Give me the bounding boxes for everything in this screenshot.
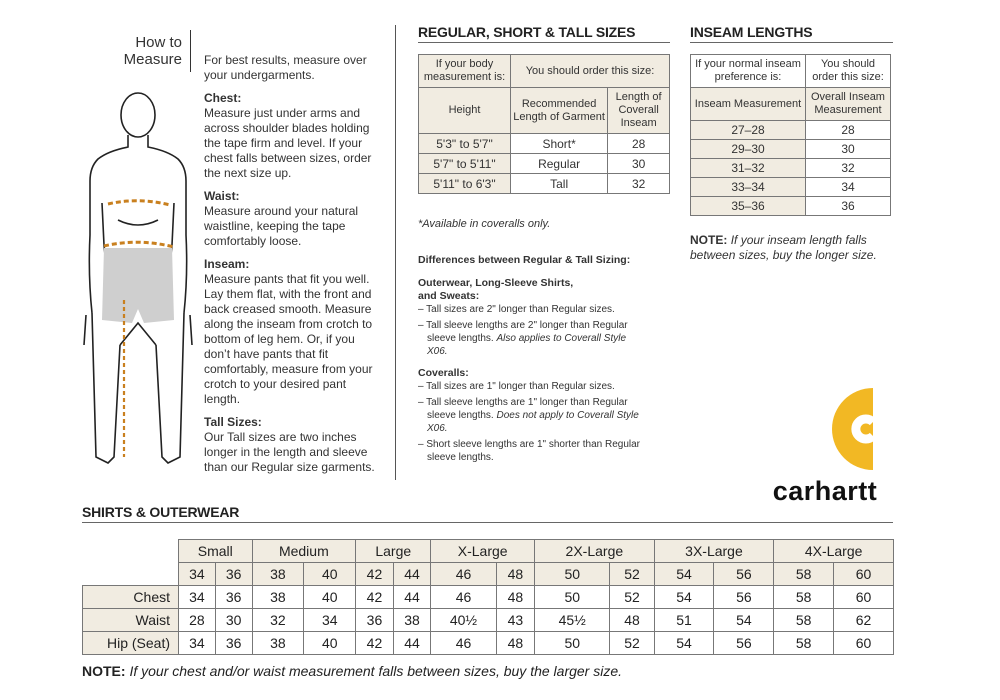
height-cell: 5'7" to 5'11" <box>419 154 511 174</box>
order-size-header: You should order this size: <box>511 55 670 88</box>
row-label-chest: Chest <box>83 586 179 609</box>
tall-instruction <box>204 415 384 475</box>
size-number: 54 <box>654 563 714 586</box>
size-header: 3X-Large <box>654 540 774 563</box>
coveralls-item-2-text: – Tall sleeve lengths are 1" longer than Regular sleeve lengths. <box>418 397 628 421</box>
inseam-size-cell: 30 <box>806 140 891 159</box>
chest-cell: 54 <box>654 586 714 609</box>
inseam-size-cell: 32 <box>806 159 891 178</box>
waist-cell: 40½ <box>431 609 496 632</box>
inseam-pref-cell: 27–28 <box>691 121 806 140</box>
size-header: 4X-Large <box>774 540 894 563</box>
inseam-pref-cell: 33–34 <box>691 178 806 197</box>
body-measurement-header: If your body measurement is: <box>419 55 511 88</box>
measuring-tape <box>104 201 174 457</box>
inseam-size-cell: 36 <box>806 197 891 216</box>
hip-cell: 58 <box>774 632 834 655</box>
size-header: X-Large <box>431 540 535 563</box>
inseam-note-label: NOTE: <box>690 233 728 247</box>
hip-cell: 46 <box>431 632 496 655</box>
inseam-pref-cell: 35–36 <box>691 197 806 216</box>
waist-cell: 62 <box>834 609 894 632</box>
how-to-divider <box>190 30 191 72</box>
chest-cell: 50 <box>535 586 610 609</box>
size-number: 58 <box>774 563 834 586</box>
hip-cell: 38 <box>252 632 304 655</box>
coverall-inseam-header: Length of Coverall Inseam <box>608 88 670 134</box>
inseam-pref-cell: 31–32 <box>691 159 806 178</box>
waist-cell: 36 <box>356 609 394 632</box>
hip-cell: 60 <box>834 632 894 655</box>
how-to-measure-title <box>112 34 182 68</box>
waist-cell: 34 <box>304 609 356 632</box>
size-number: 44 <box>393 563 431 586</box>
size-number: 40 <box>304 563 356 586</box>
shirts-note-text: If your chest and/or waist measurement falls between sizes, buy the larger size. <box>129 663 623 679</box>
hip-cell: 36 <box>215 632 252 655</box>
vertical-divider <box>395 25 396 480</box>
coveralls-item-2-italic: Does not apply to Coverall Style X06. <box>427 410 639 434</box>
size-number: 56 <box>714 563 774 586</box>
hip-cell: 42 <box>356 632 394 655</box>
inseam-cell: 28 <box>608 134 670 154</box>
chest-cell: 56 <box>714 586 774 609</box>
outerwear-heading-line2: and Sweats: <box>418 290 480 302</box>
outerwear-heading-line1: Outerwear, Long-Sleeve Shirts, <box>418 277 574 289</box>
hip-cell: 44 <box>393 632 431 655</box>
size-cell: Regular <box>511 154 608 174</box>
waist-cell: 48 <box>610 609 654 632</box>
coveralls-heading: Coveralls: <box>418 367 469 379</box>
inseam-note <box>690 233 890 263</box>
inseam-heading: Inseam: <box>204 257 250 271</box>
sizing-differences <box>418 254 648 467</box>
regular-sizes-table <box>418 54 670 194</box>
chest-text: Measure just under arms and across shoulder blades holding the tape firm and level. If your chest falls between sizes, order the next size up. <box>204 106 372 180</box>
size-number: 52 <box>610 563 654 586</box>
table-row <box>419 154 670 174</box>
size-header: Medium <box>252 540 356 563</box>
size-number: 38 <box>252 563 304 586</box>
waist-heading: Waist: <box>204 189 240 203</box>
inseam-cell: 30 <box>608 154 670 174</box>
how-to-title-line1: How to <box>135 34 182 51</box>
coveralls-item-3: – Short sleeve lengths are 1" shorter than Regular sleeve lengths. <box>418 439 641 463</box>
size-number: 48 <box>496 563 534 586</box>
size-number: 60 <box>834 563 894 586</box>
chest-cell: 46 <box>431 586 496 609</box>
size-header: 2X-Large <box>535 540 655 563</box>
waist-cell: 43 <box>496 609 534 632</box>
waist-cell: 58 <box>774 609 834 632</box>
height-cell: 5'11" to 6'3" <box>419 174 511 194</box>
inseam-cell: 32 <box>608 174 670 194</box>
chest-cell: 58 <box>774 586 834 609</box>
coveralls-item-2 <box>418 396 648 435</box>
shirts-size-table <box>82 539 894 655</box>
body-figure-illustration <box>78 85 198 475</box>
waist-cell: 51 <box>654 609 714 632</box>
size-cell: Tall <box>511 174 608 194</box>
size-number: 50 <box>535 563 610 586</box>
waist-cell: 38 <box>393 609 431 632</box>
hip-cell: 48 <box>496 632 534 655</box>
how-to-title-line2: Measure <box>123 51 182 68</box>
waist-cell: 32 <box>252 609 304 632</box>
inseam-instruction <box>204 257 384 407</box>
inseam-order-header: You should order this size: <box>806 55 891 88</box>
table-row <box>691 159 891 178</box>
waist-instruction <box>204 189 384 249</box>
table-row <box>83 632 894 655</box>
tall-text: Our Tall sizes are two inches longer in the length and sleeve than our Regular size garments. <box>204 430 375 474</box>
hip-cell: 50 <box>535 632 610 655</box>
shirts-note <box>82 663 622 679</box>
inseam-preference-header: If your normal inseam preference is: <box>691 55 806 88</box>
outerwear-item-2-italic: Also applies to Coverall Style X06. <box>427 333 627 357</box>
waist-cell: 28 <box>179 609 216 632</box>
table-row <box>691 178 891 197</box>
inseam-note-text: If your inseam length falls between sizes, buy the longer size. <box>690 233 877 262</box>
shirts-note-label: NOTE: <box>82 663 126 679</box>
differences-title: Differences between Regular & Tall Sizing: <box>418 254 631 266</box>
waist-cell: 30 <box>215 609 252 632</box>
outerwear-item-2-text: – Tall sleeve lengths are 2" longer than Regular sleeve lengths. <box>418 320 628 344</box>
hip-cell: 52 <box>610 632 654 655</box>
figure-shorts <box>102 248 174 323</box>
waist-cell: 54 <box>714 609 774 632</box>
chest-cell: 52 <box>610 586 654 609</box>
table-row <box>419 134 670 154</box>
height-cell: 5'3" to 5'7" <box>419 134 511 154</box>
table-row <box>691 197 891 216</box>
table-row <box>83 609 894 632</box>
tall-heading: Tall Sizes: <box>204 415 262 429</box>
outerwear-item-1: – Tall sizes are 2" longer than Regular sizes. <box>418 304 615 315</box>
height-header: Height <box>419 88 511 134</box>
shirts-outerwear-heading: SHIRTS & OUTERWEAR <box>82 504 893 523</box>
table-row <box>83 586 894 609</box>
chest-cell: 48 <box>496 586 534 609</box>
row-label-hip: Hip (Seat) <box>83 632 179 655</box>
coveralls-item-1: – Tall sizes are 1" longer than Regular sizes. <box>418 381 615 392</box>
inseam-measurement-header: Inseam Measurement <box>691 88 806 121</box>
hip-cell: 54 <box>654 632 714 655</box>
size-header: Large <box>356 540 431 563</box>
chest-cell: 38 <box>252 586 304 609</box>
measuring-instructions <box>204 53 384 483</box>
overall-inseam-header: Overall Inseam Measurement <box>806 88 891 121</box>
carhartt-wordmark: carhartt <box>772 476 878 506</box>
inseam-lengths-heading: INSEAM LENGTHS <box>690 24 893 43</box>
chest-heading: Chest: <box>204 91 242 105</box>
chest-cell: 44 <box>393 586 431 609</box>
inseam-text: Measure pants that fit you well. Lay them flat, with the front and back creased smooth. Measure along the inseam from crotch to bottom of leg hem. Or, if you don’t have pants that fit comfortably, measure from your crotch to your desired pant length. <box>204 272 373 406</box>
outerwear-item-2 <box>418 319 648 358</box>
table-row <box>691 121 891 140</box>
size-number: 42 <box>356 563 394 586</box>
intro-text: For best results, measure over your undergarments. <box>204 53 367 82</box>
size-number: 36 <box>215 563 252 586</box>
chest-instruction <box>204 91 384 181</box>
size-number: 34 <box>179 563 216 586</box>
size-header: Small <box>179 540 253 563</box>
table-row <box>691 140 891 159</box>
size-number: 46 <box>431 563 496 586</box>
hip-cell: 40 <box>304 632 356 655</box>
row-label-waist: Waist <box>83 609 179 632</box>
chest-cell: 42 <box>356 586 394 609</box>
inseam-lengths-table <box>690 54 891 216</box>
chest-cell: 36 <box>215 586 252 609</box>
inseam-size-cell: 34 <box>806 178 891 197</box>
chest-cell: 40 <box>304 586 356 609</box>
table-row <box>419 174 670 194</box>
chest-cell: 60 <box>834 586 894 609</box>
regular-sizes-heading: REGULAR, SHORT & TALL SIZES <box>418 24 670 43</box>
waist-text: Measure around your natural waistline, keeping the tape comfortably loose. <box>204 204 359 248</box>
inseam-pref-cell: 29–30 <box>691 140 806 159</box>
inseam-size-cell: 28 <box>806 121 891 140</box>
chest-cell: 34 <box>179 586 216 609</box>
figure-head <box>121 93 155 137</box>
regular-footnote: *Available in coveralls only. <box>418 218 551 230</box>
size-cell: Short* <box>511 134 608 154</box>
recommended-length-header: Recommended Length of Garment <box>511 88 608 134</box>
hip-cell: 34 <box>179 632 216 655</box>
waist-cell: 45½ <box>535 609 610 632</box>
hip-cell: 56 <box>714 632 774 655</box>
